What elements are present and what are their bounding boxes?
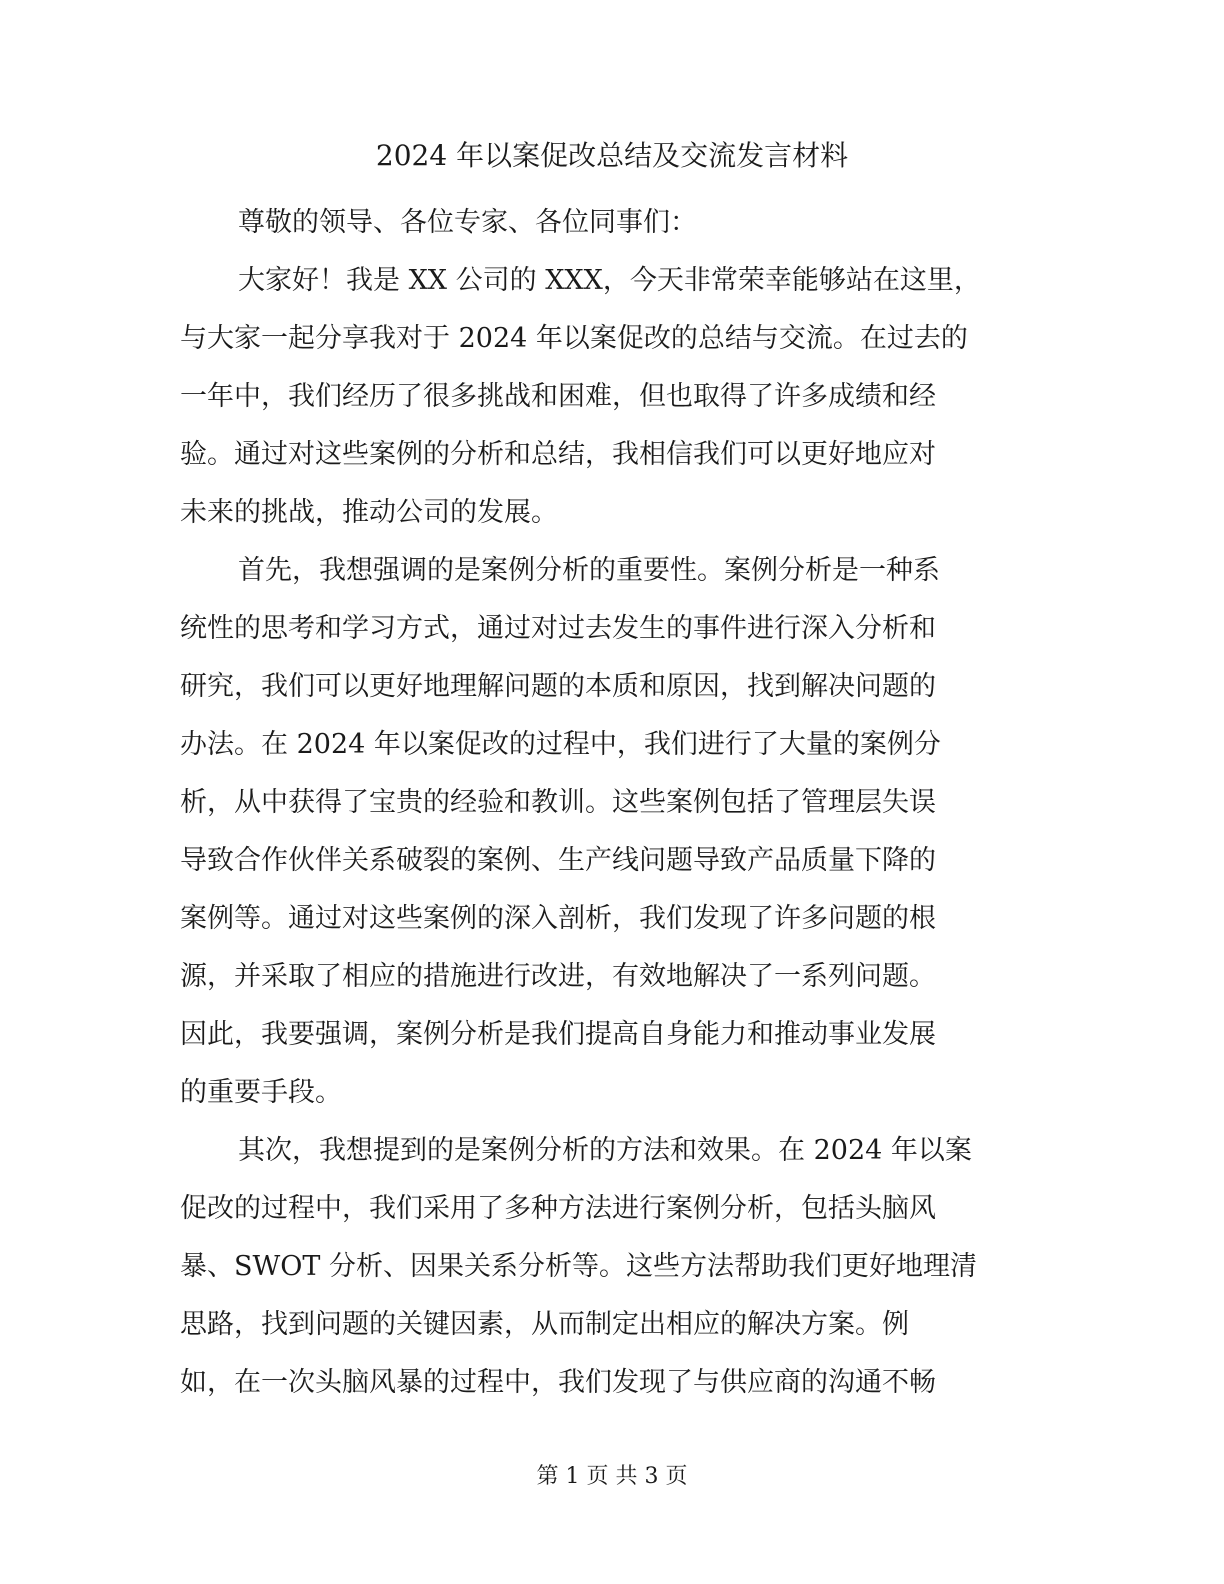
body-text (180, 194, 1050, 1412)
text-line: 验。通过对这些案例的分析和总结，我相信我们可以更好地应对 (180, 439, 936, 470)
text-line: 首先，我想强调的是案例分析的重要性。案例分析是一种系 (238, 555, 940, 586)
text-line: 案例等。通过对这些案例的深入剖析，我们发现了许多问题的根 (180, 903, 936, 934)
text-line: 源，并采取了相应的措施进行改进，有效地解决了一系列问题。 (180, 961, 936, 992)
text-line: 统性的思考和学习方式，通过对过去发生的事件进行深入分析和 (180, 613, 936, 644)
text-line: 暴、SWOT 分析、因果关系分析等。这些方法帮助我们更好地理清 (180, 1251, 977, 1282)
text-line: 如，在一次头脑风暴的过程中，我们发现了与供应商的沟通不畅 (180, 1367, 936, 1398)
text-line: 导致合作伙伴关系破裂的案例、生产线问题导致产品质量下降的 (180, 845, 936, 876)
text-line: 未来的挑战，推动公司的发展。 (180, 497, 558, 528)
text-line: 大家好！我是 XX 公司的 XXX，今天非常荣幸能够站在这里， (238, 265, 981, 296)
text-line: 的重要手段。 (180, 1077, 342, 1108)
page-number-footer: 第 1 页 共 3 页 (536, 1464, 688, 1489)
text-line: 办法。在 2024 年以案促改的过程中，我们进行了大量的案例分 (180, 729, 941, 760)
text-line: 与大家一起分享我对于 2024 年以案促改的总结与交流。在过去的 (180, 323, 968, 354)
text-line: 尊敬的领导、各位专家、各位同事们： (238, 207, 697, 238)
text-line: 析，从中获得了宝贵的经验和教训。这些案例包括了管理层失误 (180, 787, 936, 818)
text-line: 因此，我要强调，案例分析是我们提高自身能力和推动事业发展 (180, 1019, 936, 1050)
text-line: 促改的过程中，我们采用了多种方法进行案例分析，包括头脑风 (180, 1193, 936, 1224)
text-line: 思路，找到问题的关键因素，从而制定出相应的解决方案。例 (180, 1309, 909, 1340)
page-title: 2024 年以案促改总结及交流发言材料 (375, 139, 849, 172)
text-line: 研究，我们可以更好地理解问题的本质和原因，找到解决问题的 (180, 671, 936, 702)
text-line: 一年中，我们经历了很多挑战和困难，但也取得了许多成绩和经 (180, 381, 936, 412)
text-line: 其次，我想提到的是案例分析的方法和效果。在 2024 年以案 (238, 1135, 972, 1166)
